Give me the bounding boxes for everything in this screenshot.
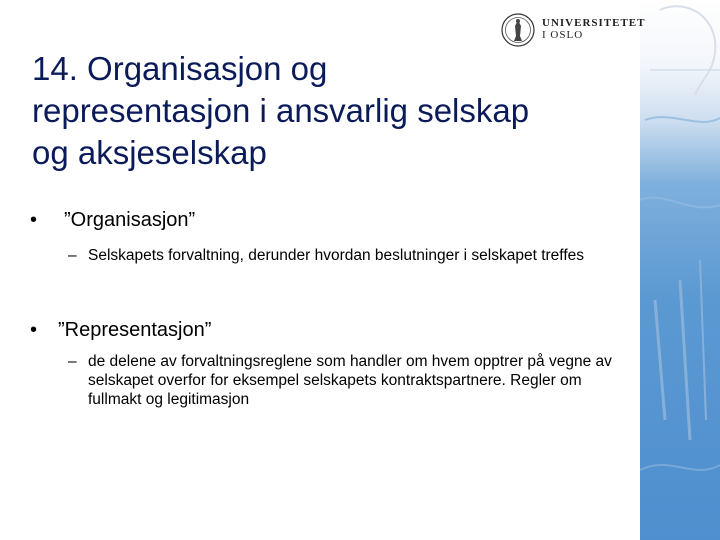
sculpture-graphic-icon <box>640 0 720 540</box>
bullet-text: ”Organisasjon” <box>64 209 196 231</box>
bullet-representasjon <box>30 318 630 409</box>
university-seal-icon <box>500 12 536 48</box>
sub-bullet-text: de delene av forvaltningsreglene som handler om hvem opptrer på vegne av selskapet overfor for eksempel selskapets kontraktspartnere. Regler om fullmakt og legitimasjon <box>88 353 612 408</box>
sub-bullet-marker: – <box>68 353 77 370</box>
title-line: og aksjeselskap <box>32 134 267 171</box>
decorative-side-band <box>640 0 720 540</box>
slide-title <box>32 48 632 174</box>
logo-name-line2: I OSLO <box>542 28 584 41</box>
bullet-text: ”Representasjon” <box>58 319 212 341</box>
bullet-marker: • <box>30 209 38 231</box>
title-line: representasjon i ansvarlig selskap <box>32 92 530 129</box>
bullet-organisasjon <box>30 208 630 265</box>
university-logo <box>500 12 646 52</box>
bullet-marker: • <box>30 319 38 341</box>
slide-body <box>30 208 630 408</box>
sub-bullet-text: Selskapets forvaltning, derunder hvordan beslutninger i selskapet treffes <box>88 247 585 264</box>
sub-bullet <box>30 352 628 409</box>
title-line: 14. Organisasjon og <box>32 50 328 87</box>
sub-bullet <box>30 246 623 265</box>
sub-bullet-marker: – <box>68 247 77 264</box>
logo-name-line1: UNIVERSITETET <box>542 17 646 29</box>
